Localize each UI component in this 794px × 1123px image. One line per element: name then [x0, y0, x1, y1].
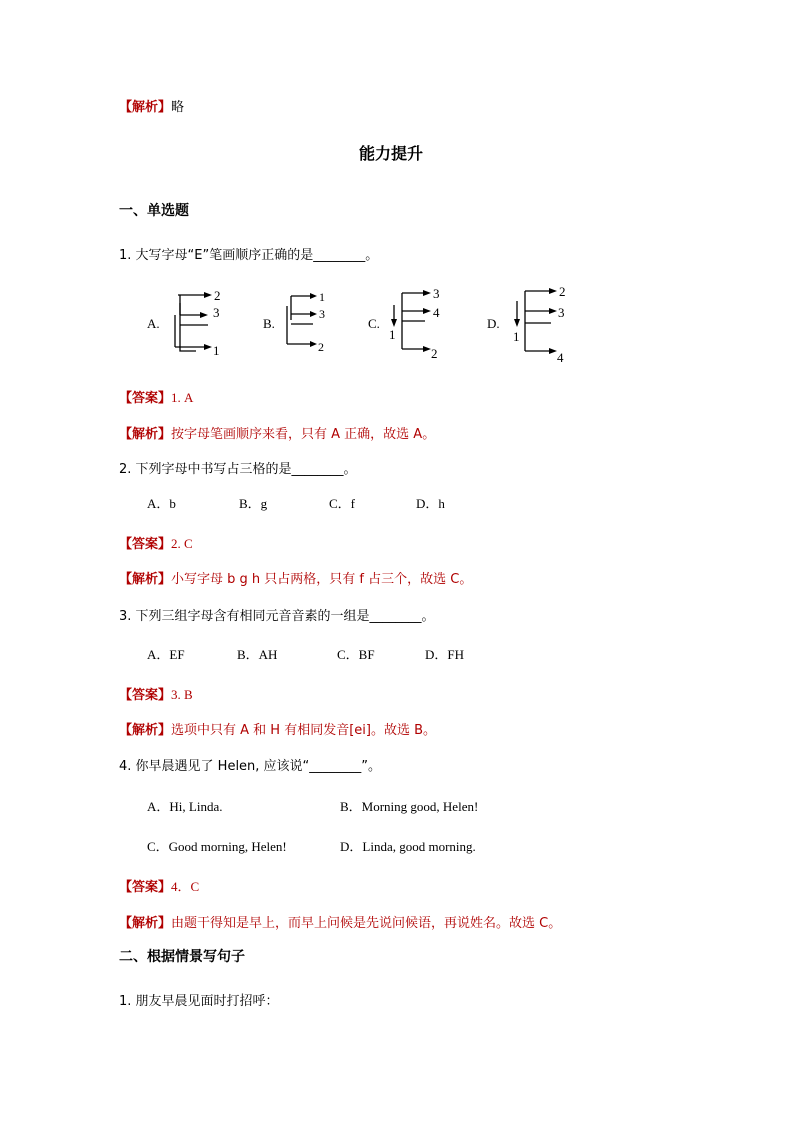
q1-a-num-2: 3: [213, 305, 220, 320]
q3-option-b: B．AH: [237, 647, 278, 662]
question-3-stem: 3. 下列三组字母含有相同元音音素的一组是________。: [119, 609, 435, 624]
q1-d-num-1: 2: [559, 284, 566, 299]
answer-text: 3. B: [171, 687, 193, 702]
section-heading-2: 二、根据情景写句子: [119, 949, 245, 965]
question-1-stem: 1. 大写字母“E”笔画顺序正确的是________。: [119, 248, 379, 263]
q3-analysis: [119, 719, 436, 738]
q3-option-d: D．FH: [425, 647, 465, 662]
q1-option-b-diagram: [283, 288, 333, 358]
answer-label: 【答案】: [119, 537, 172, 552]
q1-c-num-3: 1: [389, 327, 396, 342]
q1-option-d-letter: D.: [487, 316, 500, 331]
q1-analysis: [119, 423, 435, 442]
question-4-stem: 4. 你早晨遇见了 Helen, 应该说“________”。: [119, 759, 382, 774]
analysis-text: 小写字母 b g h 只占两格，只有 f 占三个，故选 C。: [171, 572, 473, 587]
analysis-text: 由题干得知是早上，而早上问候是先说问候语，再说姓名。故选 C。: [171, 916, 562, 931]
q4-option-c: C．Good morning, Helen!: [147, 839, 287, 854]
q3-option-c: C．BF: [337, 647, 375, 662]
analysis-text: 按字母笔画顺序来看，只有 A 正确，故选 A。: [171, 427, 436, 442]
answer-text: 2. C: [171, 536, 193, 551]
answer-label: 【答案】: [119, 391, 172, 406]
analysis-label: 【解析】: [119, 723, 172, 738]
q1-d-num-4: 4: [557, 350, 564, 365]
q1-b-num-3: 2: [318, 340, 324, 354]
analysis-label: 【解析】: [119, 572, 172, 587]
q4-analysis: [119, 912, 561, 931]
analysis-label: 【解析】: [119, 427, 172, 442]
q3-option-a: A．EF: [147, 647, 185, 662]
q2-analysis: [119, 568, 472, 587]
q4-answer: [119, 876, 199, 895]
q4-option-a: A．Hi, Linda.: [147, 799, 223, 814]
q1-a-num-1: 2: [214, 288, 221, 303]
q1-b-num-1: 1: [319, 290, 325, 304]
q1-option-a-diagram: [172, 285, 228, 360]
answer-label: 【答案】: [119, 880, 172, 895]
q1-option-c-letter: C.: [368, 316, 380, 331]
q1-option-a-letter: A.: [147, 316, 160, 331]
q2-option-b: B．g: [239, 496, 268, 511]
analysis-label: 【解析】: [119, 100, 172, 115]
q1-c-num-2: 4: [433, 305, 440, 320]
q2-option-c: C．f: [329, 496, 356, 511]
page-title: 能力提升: [359, 144, 424, 163]
q1-c-num-4: 2: [431, 346, 438, 361]
analysis-text: 选项中只有 A 和 H 有相同发音[ei]。故选 B。: [171, 723, 437, 738]
q4-option-d: D．Linda, good morning.: [340, 839, 476, 854]
section2-question-1: 1. 朋友早晨见面时打招呼：: [119, 994, 279, 1009]
question-2-stem: 2. 下列字母中书写占三格的是________。: [119, 462, 357, 477]
analysis-text: 略: [171, 100, 185, 115]
q1-a-num-3: 1: [213, 343, 220, 358]
q2-option-d: D．h: [416, 496, 445, 511]
q1-option-c-diagram: [385, 283, 445, 361]
q1-b-num-2: 3: [319, 307, 325, 321]
q3-answer: [119, 684, 193, 703]
q1-c-num-1: 3: [433, 286, 440, 301]
q1-answer: [119, 387, 193, 406]
q1-d-num-2: 3: [558, 305, 565, 320]
q1-d-num-3: 1: [513, 329, 520, 344]
top-analysis: [119, 96, 184, 115]
section-heading-1: 一、单选题: [119, 203, 189, 219]
q2-answer: [119, 533, 193, 552]
answer-label: 【答案】: [119, 688, 172, 703]
q1-option-b-letter: B.: [263, 316, 275, 331]
q2-option-a: A．b: [147, 496, 176, 511]
q1-option-d-diagram: [507, 281, 572, 365]
answer-text: 1. A: [171, 390, 194, 405]
analysis-label: 【解析】: [119, 916, 172, 931]
q4-option-b: B．Morning good, Helen!: [340, 799, 479, 814]
answer-text: 4．C: [171, 879, 200, 894]
